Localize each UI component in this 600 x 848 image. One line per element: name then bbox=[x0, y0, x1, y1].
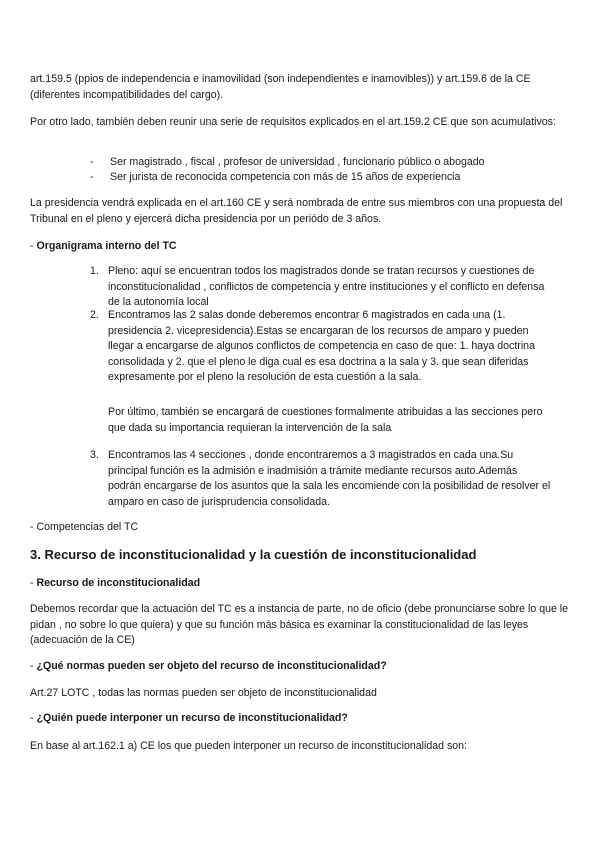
section-heading: 3. Recurso de inconstitucionalidad y la cuestión de inconstitucionalidad bbox=[30, 547, 477, 562]
numbered-item bbox=[90, 448, 552, 510]
bullet-text: Ser magistrado , fiscal , profesor de universidad , funcionario público o abogado bbox=[110, 156, 485, 168]
numbered-item bbox=[90, 308, 552, 386]
heading-normas: - ¿Qué normas pueden ser objeto del recurso de inconstitucionalidad? bbox=[30, 660, 387, 672]
bullet-text: Ser jurista de reconocida competencia con más de 15 años de experiencia bbox=[110, 171, 461, 183]
item-2-continuation: Por último, también se encargará de cuestiones formalmente atribuidas a las secciones pero que dada su importancia requieran la intervención de la sala bbox=[108, 406, 543, 434]
heading-competencias: - Competencias del TC bbox=[30, 521, 139, 533]
heading-quien: - ¿Quién puede interponer un recurso de inconstitucionalidad? bbox=[30, 712, 348, 724]
item-number: 2. bbox=[90, 309, 99, 321]
item-number: 3. bbox=[90, 449, 99, 461]
bullet-marker: - bbox=[90, 156, 94, 168]
item-number: 1. bbox=[90, 265, 99, 277]
heading-organigrama: - Organigrama interno del TC bbox=[30, 240, 177, 252]
bullet-item bbox=[90, 170, 570, 186]
numbered-item bbox=[90, 264, 552, 311]
bullet-marker: - bbox=[90, 171, 94, 183]
paragraph-lotc: Art.27 LOTC , todas las normas pueden ser objeto de inconstitucionalidad bbox=[30, 687, 377, 699]
paragraph-presidencia: La presidencia vendrá explicada en el art.160 CE y será nombrada de entre sus miembros con una propuesta del Tribunal en el pleno y ejercerá dicha presidencia por un periódo de 3 años. bbox=[30, 197, 563, 225]
item-text: Encontramos las 2 salas donde deberemos encontrar 6 magistrados en cada una (1. presidencia 2. vicepresidencia).Estas se encargaran de los recursos de amparo y pueden llegar a encargarse de algunos conflictos de competencia en caso de que: 1. haya doctrina consolidada y 2. que el pleno le diga cual es esa doctrina a la sala y 3. que sean diferidas expresamente por el pleno la resolución de esta cuestión a la sala. bbox=[108, 309, 535, 383]
item-text: Pleno: aquí se encuentran todos los magistrados donde se tratan recursos y cuestiones de inconstitucionalidad , conflictos de competencia y entre instituciones y el conflicto en defensa de la autonomía local bbox=[108, 265, 545, 308]
bullet-item bbox=[90, 155, 570, 171]
item-text: Encontramos las 4 secciones , donde encontraremos a 3 magistrados en cada una.Su principal función es la admisión e inadmisión a trámite mediante recursos auto.Además podrán encargarse de los asuntos que la sala les encomiende con la posibilidad de resolver el amparo en caso de jurisprudencia consolidada. bbox=[108, 449, 551, 508]
paragraph-actuacion: Debemos recordar que la actuación del TC es a instancia de parte, no de oficio (debe pronunciarse sobre lo que le pidan , no sobre lo que quiera) y que su función más básica es examinar la constitucionalidad de las leyes (adecuación de la CE) bbox=[30, 603, 569, 646]
heading-recurso: - Recurso de inconstitucionalidad bbox=[30, 577, 201, 589]
paragraph-requisitos: Por otro lado, también deben reunir una serie de requisitos explicados en el art.159.2 CE que son acumulativos: bbox=[30, 116, 556, 128]
paragraph-art159: art.159.5 (ppios de independencia e inamovilidad (son independientes e inamovibles)) y art.159.6 de la CE (diferentes incompatibilidades del cargo). bbox=[30, 73, 531, 101]
paragraph-legitimados: En base al art.162.1 a) CE los que pueden interponer un recurso de inconstitucionalidad son: bbox=[30, 740, 467, 752]
